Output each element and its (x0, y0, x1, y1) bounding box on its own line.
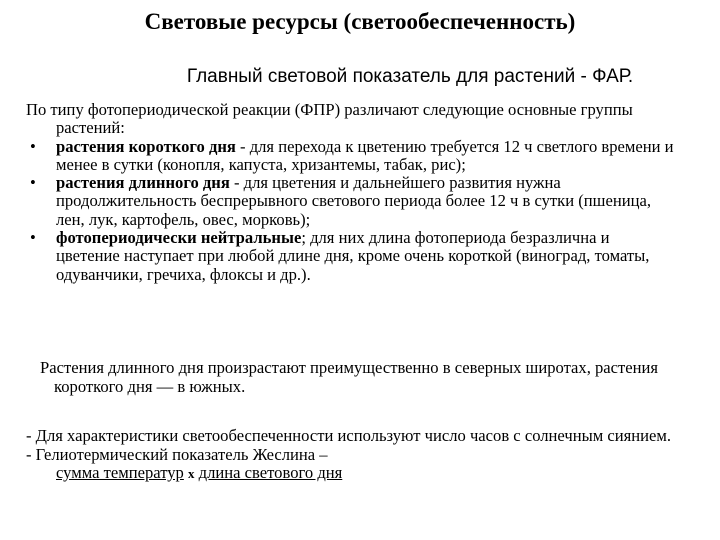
notes-block (26, 427, 676, 484)
slide-title: Световые ресурсы (светообеспеченность) (144, 9, 576, 34)
note-sunshine-hours: - Для характеристики светообеспеченности используют число часов с солнечным сиянием. (26, 426, 672, 445)
bullet-icon: • (30, 136, 36, 156)
note-heliothermal-label: - Гелиотермический показатель Жеслина – (26, 444, 328, 464)
formula-multiply-sign: x (188, 466, 195, 481)
main-content (26, 101, 676, 284)
list-item-long-day (26, 174, 676, 229)
distribution-paragraph: Растения длинного дня произрастают преимущественно в северных широтах, растения короткого дня — в южных. (40, 358, 659, 396)
slide-subtitle: Главный световой показатель для растений - ФАР. (186, 66, 634, 87)
bullet-icon: • (30, 228, 36, 248)
term-neutral: фотопериодически нейтральные (56, 228, 302, 248)
description-short-day: - для перехода к цветению требуется 12 ч светлого времени и менее в сутки (конопля, капуста, хризантемы, табак, рис); (56, 136, 674, 174)
term-long-day: растения длинного дня (56, 173, 230, 193)
plant-groups-list (26, 138, 676, 284)
bullet-icon: • (30, 173, 36, 193)
list-item-neutral (26, 229, 676, 284)
formula-day-length: длина светового дня (198, 463, 343, 482)
term-short-day: растения короткого дня (56, 136, 236, 156)
intro-paragraph: По типу фотопериодической реакции (ФПР) различают следующие основные группы растений: (26, 100, 633, 138)
formula-temperature-sum: сумма температур (56, 463, 184, 482)
note-heliothermal-index (26, 446, 676, 484)
list-item-short-day (26, 138, 676, 175)
description-long-day: - для цветения и дальнейшего развития нужна продолжительность беспрерывного светового периода более 12 ч в сутки (пшеница, лен, лук, картофель, овес, морковь); (56, 173, 651, 229)
description-neutral: ; для них длина фотопериода безразлична и цветение наступает при любой длине дня, кроме очень короткой (виноград, томаты, одуванчики, гречиха, флоксы и др.). (56, 228, 650, 284)
